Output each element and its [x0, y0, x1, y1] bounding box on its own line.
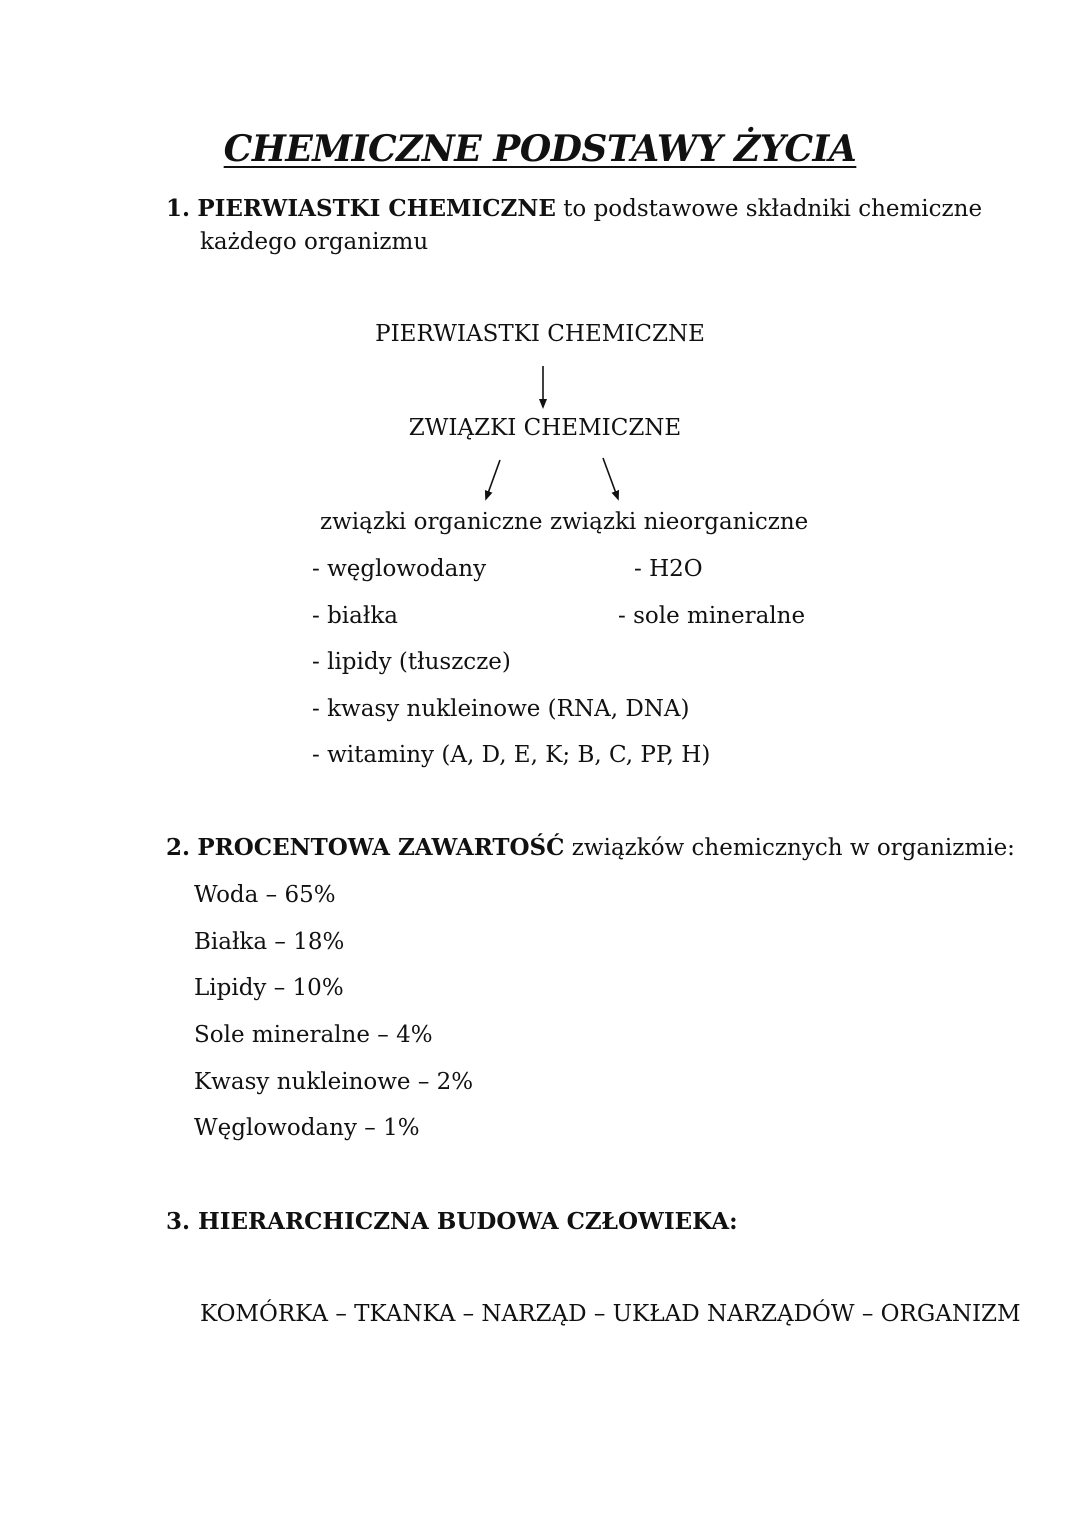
branch-label-inorganic: związki nieorganiczne [550, 509, 809, 535]
inorganic-item: - H2O [634, 556, 703, 582]
section-1-heading: PIERWIASTKI CHEMICZNE [197, 195, 556, 222]
section-2-text: związków chemicznych w organizmie: [571, 835, 1015, 861]
section-3-line [166, 1206, 738, 1238]
arrow-left-branch [487, 460, 500, 496]
section-1-line2: każdego organizmu [200, 229, 429, 255]
organic-item: - białka [312, 603, 398, 629]
percentage-item: Węglowodany – 1% [194, 1115, 420, 1141]
section-1-line1 [166, 193, 982, 225]
section-3-number: 3. [166, 1208, 191, 1235]
section-3-heading: HIERARCHICZNA BUDOWA CZŁOWIEKA: [198, 1208, 738, 1235]
percentage-item: Sole mineralne – 4% [194, 1022, 433, 1048]
percentage-item: Woda – 65% [194, 882, 336, 908]
percentage-item: Kwasy nukleinowe – 2% [194, 1069, 474, 1095]
branch-label-organic: związki organiczne [320, 509, 543, 535]
organic-item: - witaminy (A, D, E, K; B, C, PP, H) [312, 742, 711, 768]
organic-item: - lipidy (tłuszcze) [312, 649, 511, 675]
inorganic-item: - sole mineralne [618, 603, 806, 629]
section-2-line [166, 832, 1015, 864]
diagram-middle-node: ZWIĄZKI CHEMICZNE [408, 415, 682, 441]
arrow-right-branch [603, 458, 617, 496]
percentage-item: Lipidy – 10% [194, 975, 344, 1001]
organic-item: - kwasy nukleinowe (RNA, DNA) [312, 696, 690, 722]
percentage-item: Białka – 18% [194, 929, 345, 955]
page-title: CHEMICZNE PODSTAWY ŻYCIA [223, 128, 857, 170]
organic-item: - węglowodany [312, 556, 487, 582]
section-2-number: 2. [166, 834, 191, 861]
hierarchy-line: KOMÓRKA – TKANKA – NARZĄD – UKŁAD NARZĄDÓW – ORGANIZM [200, 1301, 1021, 1327]
section-1-text: to podstawowe składniki chemiczne [563, 196, 983, 222]
diagram-top-node: PIERWIASTKI CHEMICZNE [375, 321, 705, 347]
section-1-number: 1. [166, 195, 191, 222]
section-2-heading: PROCENTOWA ZAWARTOŚĆ [197, 834, 565, 861]
